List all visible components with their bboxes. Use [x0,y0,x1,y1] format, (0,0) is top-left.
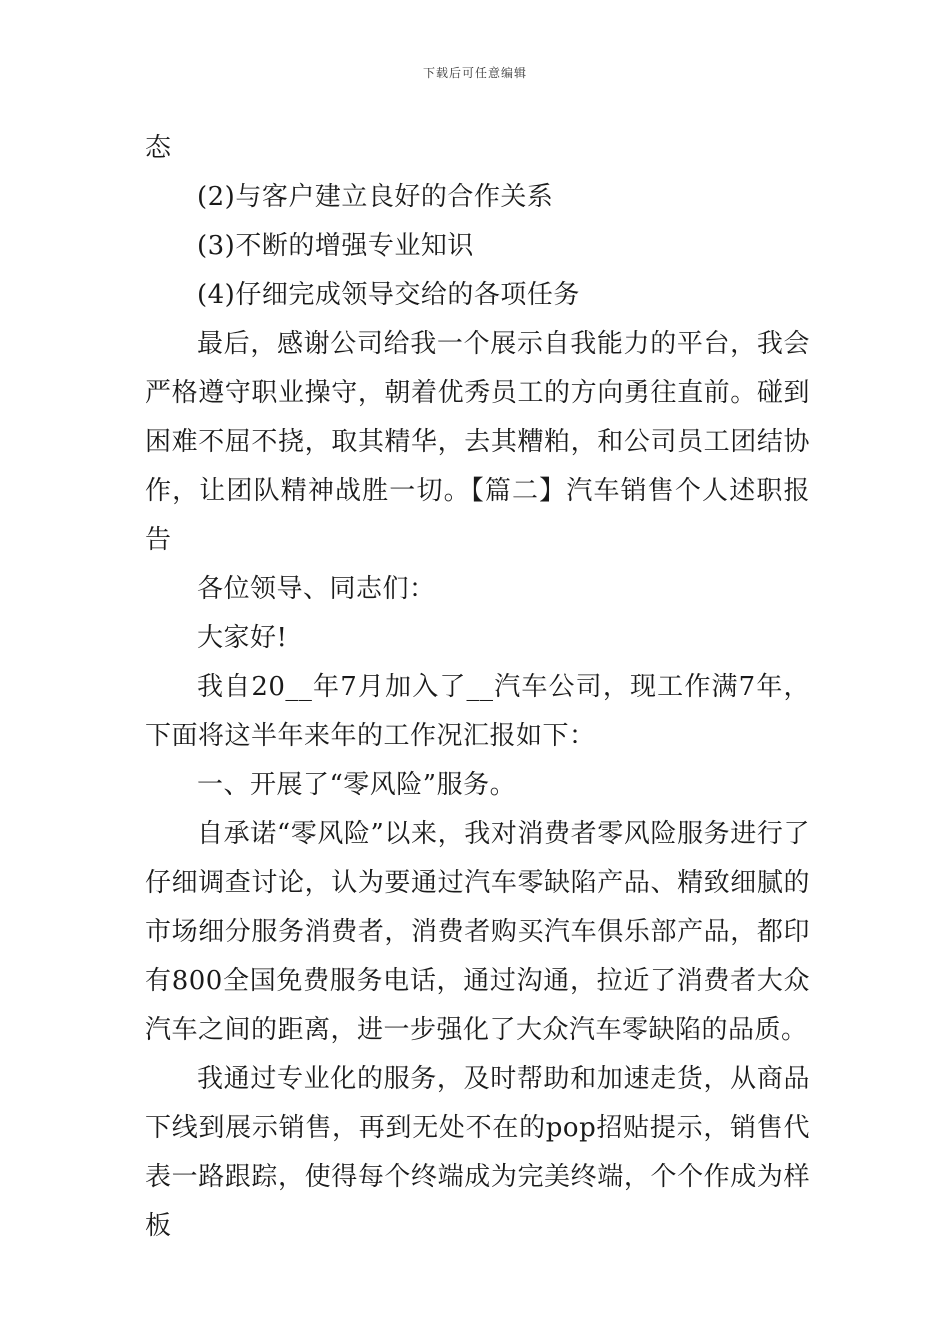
paragraph: (4)仔细完成领导交给的各项任务 [197,280,580,310]
paragraph: (2)与客户建立良好的合作关系 [197,182,554,212]
paragraph: 我通过专业化的服务，及时帮助和加速走货，从商品下线到展示销售，再到无处不在的pop招贴提示，销售代表一路跟踪，使得每个终端成为完美终端，个个作成为样板 [145,1064,810,1241]
paragraph: 自承诺“零风险”以来，我对消费者零风险服务进行了仔细调查讨论，认为要通过汽车零缺陷产品、精致细腻的市场细分服务消费者，消费者购买汽车俱乐部产品，都印有800全国免费服务电话，通过沟通，拉近了消费者大众汽车之间的距离，进一步强化了大众汽车零缺陷的品质。 [145,819,810,1045]
paragraph: 我自20__年7月加入了__汽车公司，现工作满7年，下面将这半年来年的工作况汇报如下： [145,672,810,751]
page-header-note: 下载后可任意编辑 [422,66,527,80]
document-body [145,124,810,1251]
paragraph: 一、开展了“零风险”服务。 [197,770,517,800]
paragraph: 最后，感谢公司给我一个展示自我能力的平台，我会严格遵守职业操守，朝着优秀员工的方向勇往直前。碰到困难不屈不挠，取其精华，去其糟粕，和公司员工团结协作，让团队精神战胜一切。【篇二】汽车销售个人述职报告 [145,329,810,555]
paragraph: 大家好! [197,623,288,653]
paragraph: (3)不断的增强专业知识 [197,231,474,261]
paragraph: 态 [145,133,172,163]
paragraph: 各位领导、同志们： [197,574,436,604]
